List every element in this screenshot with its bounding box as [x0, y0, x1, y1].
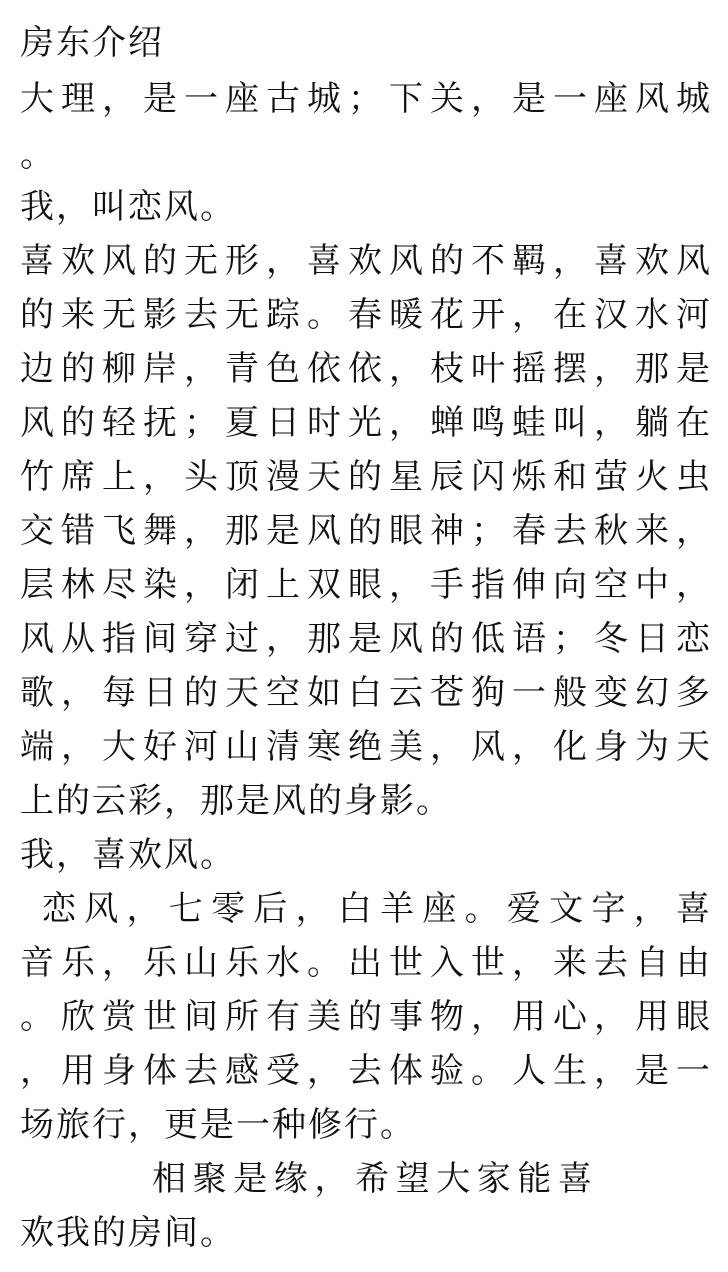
- text-line: 相聚是缘，希望大家能喜: [152, 1159, 592, 1199]
- text-line: 。: [20, 135, 56, 175]
- text-line: 我，喜欢风。: [20, 835, 236, 875]
- text-line: 场旅行，更是一种修行。: [20, 1105, 416, 1145]
- text-line: 歌，每日的天空如白云苍狗一般变幻多: [20, 673, 710, 713]
- text-line: 的来无影去无踪。春暖花开，在汉水河: [20, 295, 710, 335]
- text-line: 交错飞舞，那是风的眼神；春去秋来，: [20, 511, 710, 551]
- text-line: 风的轻抚；夏日时光，蝉鸣蛙叫，躺在: [20, 403, 710, 443]
- page-title: 房东介绍: [20, 23, 164, 63]
- text-line: 端，大好河山清寒绝美，风，化身为天: [20, 727, 710, 767]
- text-line: 恋风，七零后，白羊座。爱文字，喜: [42, 889, 710, 929]
- text-line: 我，叫恋风。: [20, 187, 236, 227]
- text-line: 欢我的房间。: [20, 1213, 236, 1253]
- text-line: ，用身体去感受，去体验。人生，是一: [20, 1051, 710, 1091]
- text-line: 竹席上，头顶漫天的星辰闪烁和萤火虫: [20, 457, 710, 497]
- text-line: 。欣赏世间所有美的事物，用心，用眼: [20, 997, 710, 1037]
- text-line: 上的云彩，那是风的身影。: [20, 781, 452, 821]
- text-line: 风从指间穿过，那是风的低语；冬日恋: [20, 619, 710, 659]
- text-line: 大理，是一座古城；下关，是一座风城: [20, 79, 710, 119]
- text-line: 层林尽染，闭上双眼，手指伸向空中，: [20, 565, 710, 605]
- text-line: 喜欢风的无形，喜欢风的不羁，喜欢风: [20, 241, 710, 281]
- text-line: 音乐，乐山乐水。出世入世，来去自由: [20, 943, 710, 983]
- text-line: 边的柳岸，青色依依，枝叶摇摆，那是: [20, 349, 710, 389]
